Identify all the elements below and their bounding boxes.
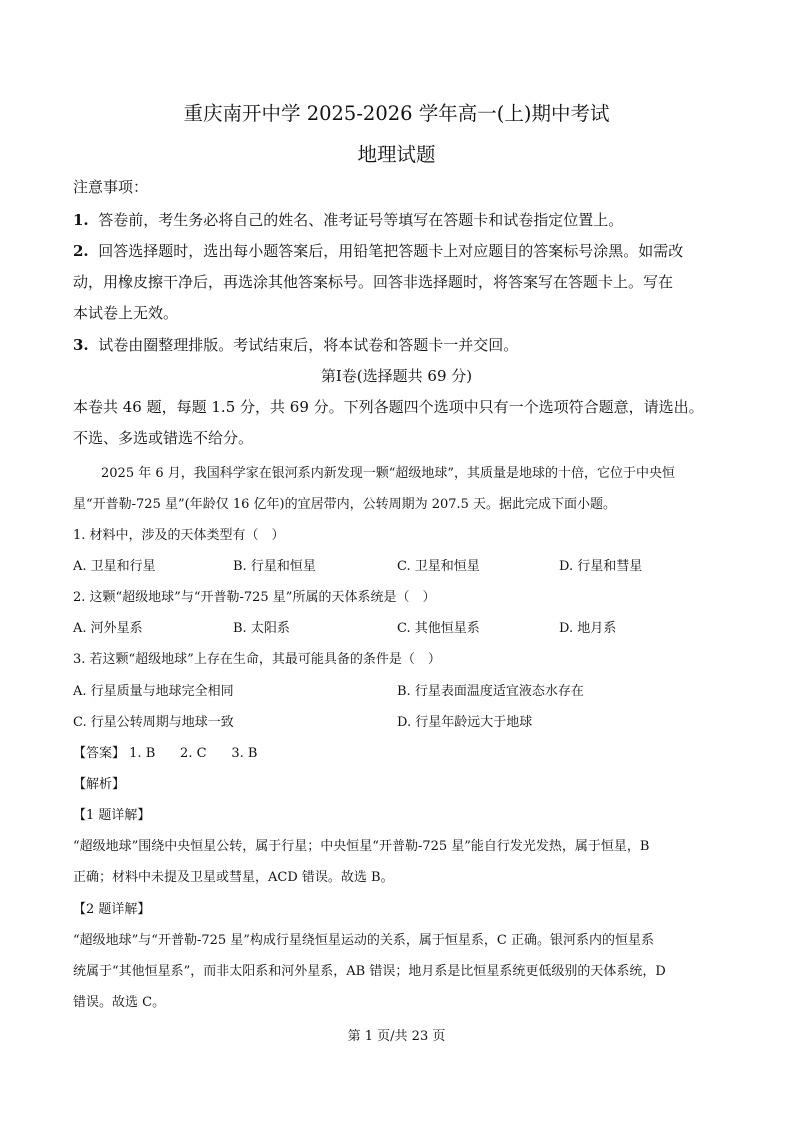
material-line-2: 星“开普勒-725 星”(年龄仅 16 亿年)的宜居带内，公转周期为 207.5 天。据此完成下面小题。 bbox=[73, 497, 617, 512]
section-desc-line-2: 不选、多选或错选不给分。 bbox=[73, 429, 254, 447]
notice-item-text: 回答选择题时，选出每小题答案后，用铅笔把答题卡上对应题目的答案标号涂黑。如需改 bbox=[98, 242, 684, 260]
question-2-option-b: B. 太阳系 bbox=[233, 621, 290, 636]
notice-item-text: 试卷由圈整理排版。考试结束后，将本试卷和答题卡一并交回。 bbox=[98, 336, 519, 354]
answer-label: 【答案】 bbox=[73, 746, 126, 761]
detail-1-line-1: “超级地球”围绕中央恒星公转，属于行星；中央恒星“开普勒-725 星”能自行发光发热，属于恒星，B bbox=[73, 839, 650, 854]
question-1-stem: 1. 材料中，涉及的天体类型有（ ） bbox=[73, 528, 285, 543]
detail-2-heading: 【2 题详解】 bbox=[73, 902, 151, 917]
question-2-option-d: D. 地月系 bbox=[559, 621, 617, 636]
notice-item-number: 2. bbox=[73, 242, 89, 260]
question-3-stem: 3. 若这颗“超级地球”上存在生命，其最可能具备的条件是（ ） bbox=[73, 652, 441, 667]
notice-item-number: 1. bbox=[73, 211, 89, 229]
detail-2-line-2: 统属于“其他恒星系”，而非太阳系和河外星系，AB 错误；地月系是比恒星系统更低级别的天体系统，D bbox=[73, 964, 666, 979]
detail-2-line-3: 错误。故选 C。 bbox=[73, 995, 166, 1010]
question-2-stem: 2. 这颗“超级地球”与“开普勒-725 星”所属的天体系统是（ ） bbox=[73, 590, 436, 605]
question-1-option-d: D. 行星和彗星 bbox=[559, 559, 643, 574]
subject-title: 地理试题 bbox=[357, 143, 436, 166]
notice-item-2 bbox=[73, 240, 683, 261]
material-line-1: 2025 年 6 月，我国科学家在银河系内新发现一颗“超级地球”，其质量是地球的十倍，它位于中央恒 bbox=[101, 466, 676, 481]
section-title: 第Ⅰ卷(选择题共 69 分) bbox=[320, 367, 473, 385]
detail-2-line-1: “超级地球”与“开普勒-725 星”构成行星绕恒星运动的关系，属于恒星系，C 正确。银河系内的恒星系 bbox=[73, 933, 655, 948]
notice-item-2-line-2: 动，用橡皮擦干净后，再选涂其他答案标号。回答非选择题时，将答案写在答题卡上。写在 bbox=[73, 273, 674, 291]
exam-title: 重庆南开中学 2025-2026 学年高一(上)期中考试 bbox=[183, 102, 610, 125]
question-3-option-d: D. 行星年龄远大于地球 bbox=[397, 715, 533, 730]
detail-1-heading: 【1 题详解】 bbox=[73, 808, 151, 823]
question-1-option-a: A. 卫星和行星 bbox=[73, 559, 156, 574]
notice-item-number: 3. bbox=[73, 336, 89, 354]
notice-item-text: 答卷前，考生务必将自己的姓名、准考证号等填写在答题卡和试卷指定位置上。 bbox=[98, 211, 624, 229]
analysis-label: 【解析】 bbox=[73, 777, 126, 792]
question-3-option-b: B. 行星表面温度适宜液态水存在 bbox=[397, 684, 584, 699]
question-2-option-a: A. 河外星系 bbox=[73, 621, 143, 636]
question-1-option-c: C. 卫星和恒星 bbox=[397, 559, 480, 574]
notice-item-2-line-3: 本试卷上无效。 bbox=[73, 304, 179, 322]
section-desc-line-1: 本卷共 46 题，每题 1.5 分，共 69 分。下列各题四个选项中只有一个选项符合题意，请选出。 bbox=[73, 398, 704, 416]
notice-item-1 bbox=[73, 209, 623, 230]
answer-value-2: 2. C bbox=[180, 746, 207, 761]
question-2-option-c: C. 其他恒星系 bbox=[397, 621, 480, 636]
answer-value-1: 1. B bbox=[129, 746, 156, 761]
question-3-option-a: A. 行星质量与地球完全相同 bbox=[73, 684, 234, 699]
question-1-option-b: B. 行星和恒星 bbox=[233, 559, 316, 574]
notice-item-3 bbox=[73, 334, 518, 355]
notice-heading: 注意事项： bbox=[73, 178, 149, 196]
question-3-option-c: C. 行星公转周期与地球一致 bbox=[73, 715, 234, 730]
page-footer: 第 1 页/共 23 页 bbox=[347, 1029, 446, 1044]
detail-1-line-2: 正确；材料中未提及卫星或彗星，ACD 错误。故选 B。 bbox=[73, 870, 394, 885]
answer-row bbox=[73, 742, 257, 761]
answer-value-3: 3. B bbox=[231, 746, 258, 761]
